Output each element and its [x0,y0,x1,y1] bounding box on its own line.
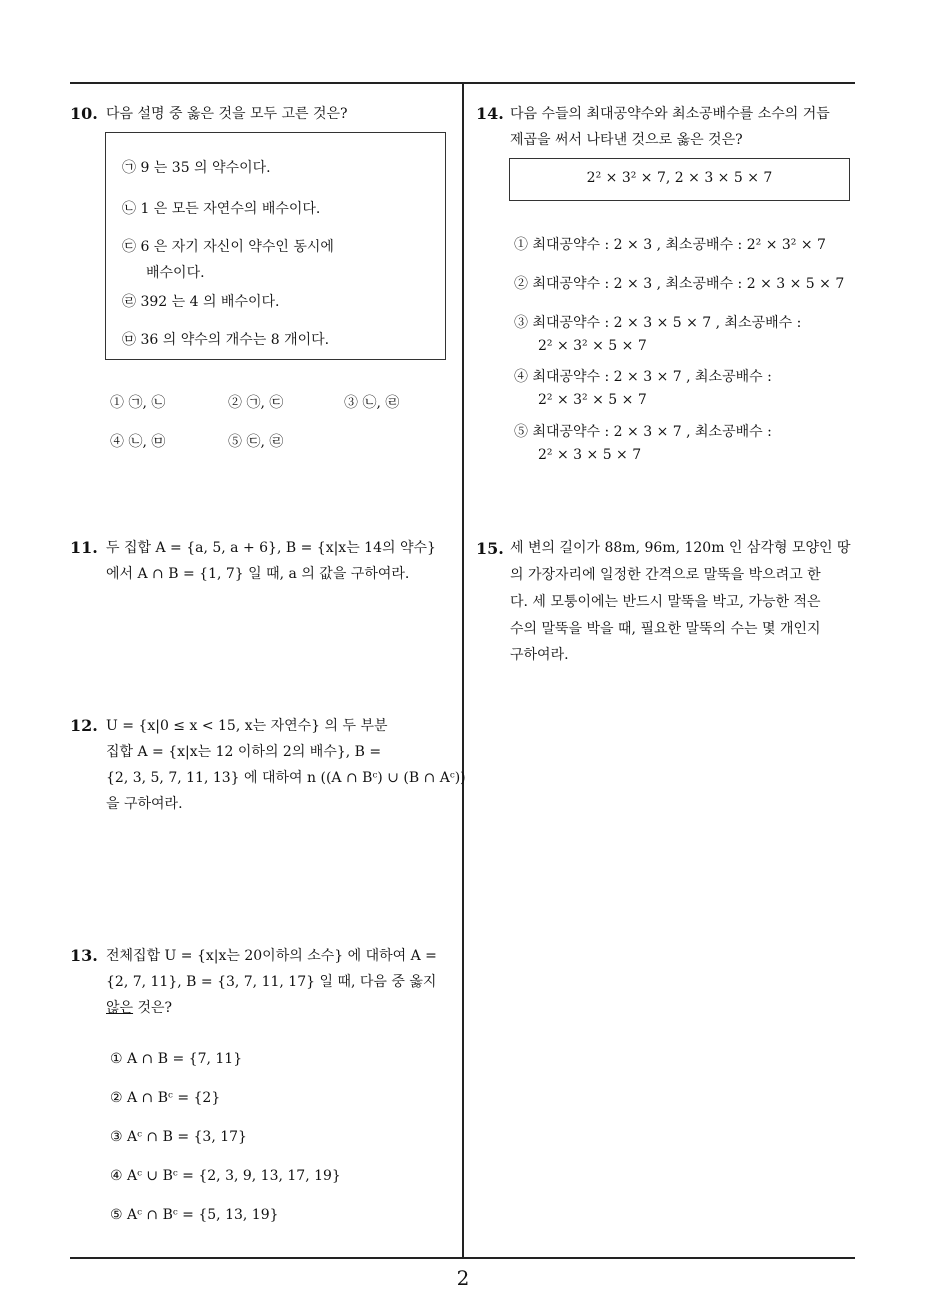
question-line: 전체집합 U = {x|x는 20이하의 소수} 에 대하여 A = [106,948,437,964]
choice[interactable]: ③ ㉡, ㉣ [344,395,400,411]
question-line: 구하여라. [510,647,569,663]
question-number: 14. [476,104,504,123]
choice[interactable]: ② 최대공약수 : 2 × 3 , 최소공배수 : 2 × 3 × 5 × 7 [514,276,845,292]
question-line: 다. 세 모퉁이에는 반드시 말뚝을 박고, 가능한 적은 [510,594,821,610]
question-line: 제곱을 써서 나타낸 것으로 옳은 것은? [510,132,743,148]
question-number: 15. [476,539,504,558]
choice[interactable]: ⑤ Aᶜ ∩ Bᶜ = {5, 13, 19} [110,1207,279,1223]
choice[interactable]: ④ Aᶜ ∪ Bᶜ = {2, 3, 9, 13, 17, 19} [110,1168,341,1184]
question-line: {2, 7, 11}, B = {3, 7, 11, 17} 일 때, 다음 중 옳지 [106,974,437,990]
question-number: 10. [70,104,98,123]
underlined-word: 않은 [106,1000,134,1016]
statement: ㉢ 6 은 자기 자신이 약수인 동시에 [122,239,334,255]
statement: ㉠ 9 는 35 의 약수이다. [122,160,271,176]
question-line [106,994,172,1022]
statement: ㉤ 36 의 약수의 개수는 8 개이다. [122,332,330,348]
choice-continued: 2² × 3² × 5 × 7 [538,338,647,354]
choice[interactable]: ① 최대공약수 : 2 × 3 , 최소공배수 : 2² × 3² × 7 [514,237,826,253]
choice[interactable]: ⑤ 최대공약수 : 2 × 3 × 7 , 최소공배수 : [514,424,772,440]
choice[interactable]: ① A ∩ B = {7, 11} [110,1051,243,1067]
question-line: 다음 수들의 최대공약수와 최소공배수를 소수의 거듭 [510,106,830,122]
choice[interactable]: ② ㉠, ㉢ [228,395,284,411]
choice[interactable]: ② A ∩ Bᶜ = {2} [110,1090,221,1106]
question-line: 두 집합 A = {a, 5, a + 6}, B = {x|x는 14의 약수} [106,540,436,556]
statement: ㉡ 1 은 모든 자연수의 배수이다. [122,201,321,217]
choice[interactable]: ① ㉠, ㉡ [110,395,166,411]
choice[interactable]: ④ ㉡, ㉤ [110,434,166,450]
column-divider [462,82,464,1258]
choice[interactable]: ④ 최대공약수 : 2 × 3 × 7 , 최소공배수 : [514,369,772,385]
choice[interactable]: ③ Aᶜ ∩ B = {3, 17} [110,1129,247,1145]
question-line: 을 구하여라. [106,796,183,812]
question-number: 12. [70,716,98,735]
statement-continued: 배수이다. [146,265,205,281]
question-line: U = {x|0 ≤ x < 15, x는 자연수} 의 두 부분 [106,718,388,734]
question-line: 세 변의 길이가 88m, 96m, 120m 인 삼각형 모양인 땅 [510,540,851,556]
boxed-expression: 2² × 3² × 7, 2 × 3 × 5 × 7 [586,170,773,186]
choice[interactable]: ③ 최대공약수 : 2 × 3 × 5 × 7 , 최소공배수 : [514,315,802,331]
choice[interactable]: ⑤ ㉢, ㉣ [228,434,284,450]
question-line: 에서 A ∩ B = {1, 7} 일 때, a 의 값을 구하여라. [106,566,410,582]
question-number: 11. [70,538,98,557]
question-line: 수의 말뚝을 박을 때, 필요한 말뚝의 수는 몇 개인지 [510,621,821,637]
statement: ㉣ 392 는 4 의 배수이다. [122,294,280,310]
choice-continued: 2² × 3² × 5 × 7 [538,392,647,408]
page-number: 2 [456,1266,470,1290]
question-line: 집합 A = {x|x는 12 이하의 2의 배수}, B = [106,744,382,760]
question-number: 13. [70,946,98,965]
question-line-rest: 것은? [133,1000,173,1016]
question-line: {2, 3, 5, 7, 11, 13} 에 대하여 n ((A ∩ Bᶜ) ∪ (B ∩ Aᶜ)) [106,770,466,786]
question-text: 다음 설명 중 옳은 것을 모두 고른 것은? [106,106,348,122]
question-line: 의 가장자리에 일정한 간격으로 말뚝을 박으려고 한 [510,567,821,583]
choice-continued: 2² × 3 × 5 × 7 [538,447,642,463]
